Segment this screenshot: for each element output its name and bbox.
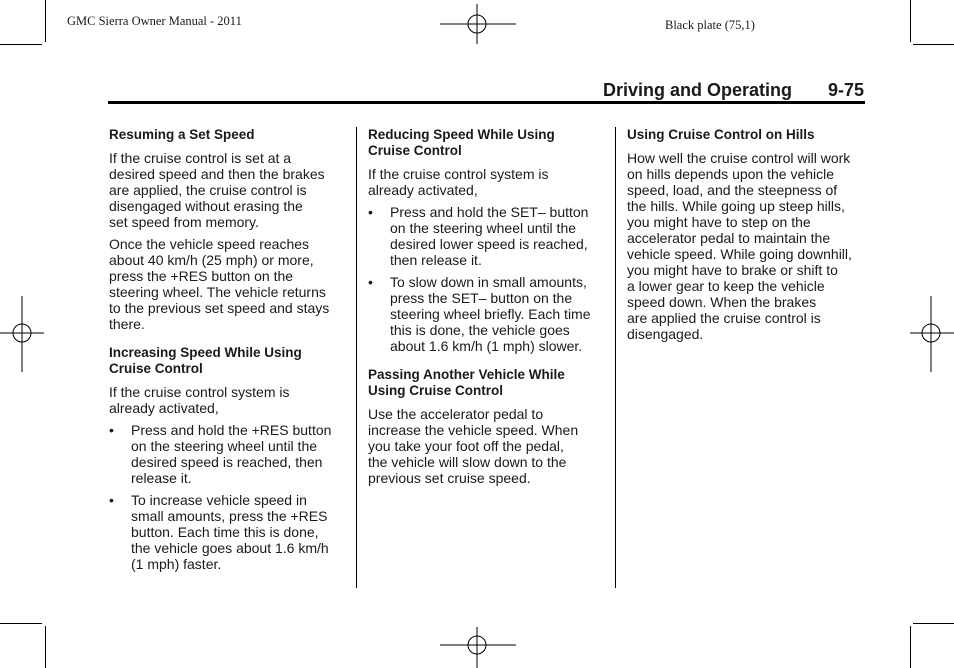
- text-line: speed, load, and the steepness of: [627, 182, 838, 198]
- text-line: Press and hold the +RES button: [131, 422, 332, 438]
- text-line: already activated,: [368, 182, 478, 198]
- header-rule: [108, 101, 865, 104]
- column-2: [368, 127, 604, 492]
- heading-reducing-speed: [368, 127, 604, 159]
- paragraph: [109, 384, 345, 416]
- heading-increasing-speed: [109, 345, 345, 377]
- heading-resuming-set-speed: Resuming a Set Speed: [109, 127, 255, 142]
- text-line: Passing Another Vehicle While: [368, 367, 565, 382]
- text-line: Use the accelerator pedal to: [368, 406, 544, 422]
- text-line: already activated,: [109, 400, 219, 416]
- text-line: you might have to step on the: [627, 214, 811, 230]
- crop-mark: [910, 626, 911, 668]
- text-line: on the steering wheel until the: [131, 438, 318, 454]
- text-line: there.: [109, 316, 145, 332]
- text-line: Using Cruise Control: [368, 383, 504, 398]
- text-line: are applied, the cruise control is: [109, 182, 307, 198]
- paragraph: [368, 166, 604, 198]
- text-line: If the cruise control system is: [368, 166, 549, 182]
- text-line: desired speed is reached, then: [131, 454, 323, 470]
- text-line: about 1.6 km/h (1 mph) slower.: [390, 338, 583, 354]
- text-line: desired lower speed is reached,: [390, 236, 588, 252]
- column-divider: [615, 127, 616, 588]
- bullet-item: [368, 274, 604, 354]
- text-line: disengaged.: [627, 326, 704, 342]
- bullet-glyph: •: [368, 274, 373, 290]
- text-line: desired speed and then the brakes: [109, 166, 325, 182]
- text-line: about 40 km/h (25 mph) or more,: [109, 252, 314, 268]
- text-line: to the previous set speed and stays: [109, 300, 330, 316]
- text-line: If the cruise control is set at a: [109, 150, 292, 166]
- text-line: speed down. When the brakes: [627, 294, 817, 310]
- text-line: a lower gear to keep the vehicle: [627, 278, 825, 294]
- text-line: you take your foot off the pedal,: [368, 438, 564, 454]
- registration-mark: [440, 4, 516, 44]
- bullet-item: [368, 204, 604, 268]
- text-line: then release it.: [390, 252, 482, 268]
- text-line: on hills depends upon the vehicle: [627, 166, 835, 182]
- paragraph: [109, 150, 345, 230]
- text-line: button. Each time this is done,: [131, 524, 319, 540]
- paragraph: [627, 150, 867, 342]
- bullet-glyph: •: [368, 204, 373, 220]
- heading-cruise-on-hills: Using Cruise Control on Hills: [627, 127, 815, 142]
- crop-mark: [0, 623, 42, 624]
- text-line: press the SET– button on the: [390, 290, 573, 306]
- crop-mark: [910, 0, 911, 42]
- bullet-item: [109, 492, 345, 572]
- text-line: vehicle speed. While going downhill,: [627, 246, 852, 262]
- section-title: Driving and Operating: [603, 80, 793, 100]
- text-line: Cruise Control: [368, 143, 462, 158]
- text-line: To increase vehicle speed in: [131, 492, 307, 508]
- text-line: steering wheel. The vehicle returns: [109, 284, 326, 300]
- text-line: are applied the cruise control is: [627, 310, 821, 326]
- manual-title: GMC Sierra Owner Manual - 2011: [67, 14, 242, 28]
- text-line: accelerator pedal to maintain the: [627, 230, 831, 246]
- heading-passing-vehicle: [368, 367, 604, 399]
- crop-mark: [45, 626, 46, 668]
- text-line: To slow down in small amounts,: [390, 274, 587, 290]
- text-line: Reducing Speed While Using: [368, 127, 555, 142]
- text-line: on the steering wheel until the: [390, 220, 577, 236]
- text-line: Once the vehicle speed reaches: [109, 236, 310, 252]
- bullet-item: [109, 422, 345, 486]
- plate-label: Black plate (75,1): [665, 18, 755, 32]
- crop-mark: [913, 623, 954, 624]
- bullet-glyph: •: [109, 422, 114, 438]
- text-line: (1 mph) faster.: [131, 556, 222, 572]
- crop-mark: [913, 44, 954, 45]
- text-line: If the cruise control system is: [109, 384, 290, 400]
- text-line: you might have to brake or shift to: [627, 262, 838, 278]
- text-line: the hills. While going up steep hills,: [627, 198, 845, 214]
- registration-mark: [910, 296, 954, 372]
- registration-mark: [0, 296, 44, 372]
- paragraph: [368, 406, 604, 486]
- text-line: Increasing Speed While Using: [109, 345, 302, 360]
- text-line: set speed from memory.: [109, 214, 259, 230]
- text-line: the vehicle will slow down to the: [368, 454, 567, 470]
- text-line: press the +RES button on the: [109, 268, 294, 284]
- text-line: release it.: [131, 470, 192, 486]
- text-line: small amounts, press the +RES: [131, 508, 328, 524]
- text-line: the vehicle goes about 1.6 km/h: [131, 540, 329, 556]
- text-line: this is done, the vehicle goes: [390, 322, 570, 338]
- text-line: disengaged without erasing the: [109, 198, 303, 214]
- text-line: previous set cruise speed.: [368, 470, 531, 486]
- text-line: Cruise Control: [109, 361, 203, 376]
- text-line: How well the cruise control will work: [627, 150, 851, 166]
- column-3: [627, 127, 867, 348]
- page-number: 9-75: [828, 80, 865, 100]
- crop-mark: [45, 0, 46, 42]
- bullet-glyph: •: [109, 492, 114, 508]
- text-line: increase the vehicle speed. When: [368, 422, 579, 438]
- text-line: steering wheel briefly. Each time: [390, 306, 591, 322]
- text-line: Press and hold the SET– button: [390, 204, 589, 220]
- column-divider: [356, 127, 357, 588]
- crop-mark: [0, 44, 42, 45]
- column-1: [109, 127, 345, 578]
- registration-mark: [440, 627, 516, 668]
- paragraph: [109, 236, 345, 332]
